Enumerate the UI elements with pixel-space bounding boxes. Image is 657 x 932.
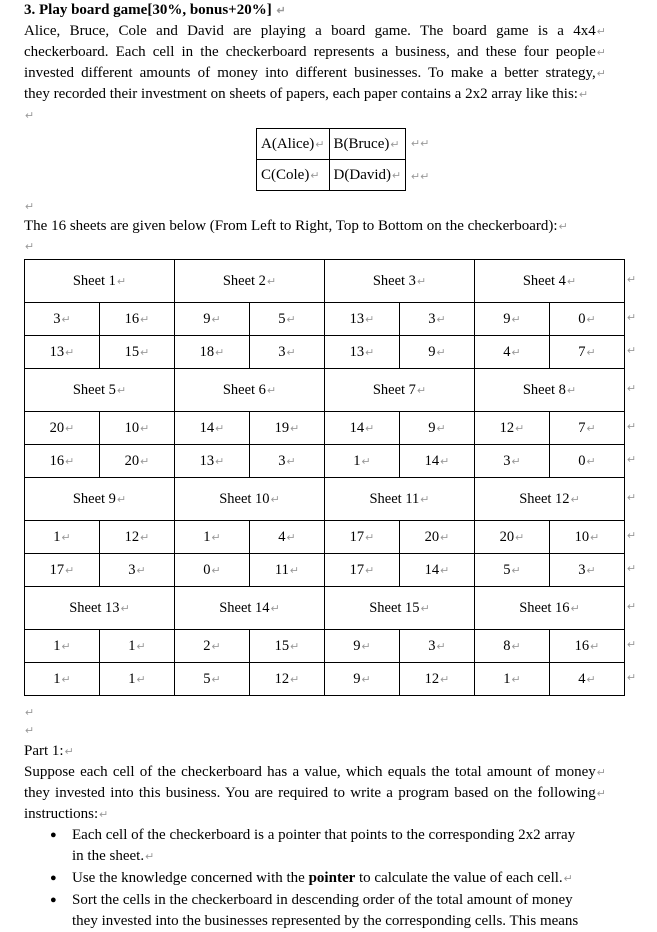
- sheet-value-cell: 10↵: [550, 521, 625, 554]
- sheet-value-cell: 9↵: [325, 630, 400, 663]
- question-heading: [24, 0, 606, 22]
- sheet-value-cell: 3↵: [25, 303, 100, 336]
- sheet-value-cell: 4↵: [250, 521, 325, 554]
- sheet-values-row: [25, 445, 625, 478]
- sheet-value-cell: 0↵: [550, 445, 625, 478]
- sheet-value-cell: 12↵: [100, 521, 175, 554]
- row-end-mark-icon: ↵: [627, 420, 637, 433]
- legend-cell: D(David)↵: [329, 160, 406, 191]
- sheet-value-cell: 9↵: [325, 663, 400, 696]
- sheet-value-cell: 19↵: [250, 412, 325, 445]
- sheet-value-cell: 17↵: [25, 554, 100, 587]
- sheet-value-cell: 1↵: [25, 630, 100, 663]
- sheet-value-cell: 15↵: [100, 336, 175, 369]
- empty-paragraph: ↵: [25, 201, 35, 213]
- row-end-mark-icon: ↵: [627, 529, 637, 542]
- sheet-value-cell: 16↵: [100, 303, 175, 336]
- sheet-label: Sheet 1↵: [25, 260, 175, 303]
- sheet-value-cell: 10↵: [100, 412, 175, 445]
- sheet-value-cell: 13↵: [25, 336, 100, 369]
- sheet-label: Sheet 10↵: [175, 478, 325, 521]
- sheet-label: Sheet 12↵: [475, 478, 625, 521]
- legend-cell: A(Alice)↵: [257, 129, 330, 160]
- sheet-label: Sheet 15↵: [325, 587, 475, 630]
- sheet-label-row: [25, 260, 625, 303]
- sheet-value-cell: 12↵: [400, 663, 475, 696]
- sheet-value-cell: 18↵: [175, 336, 250, 369]
- empty-paragraph: ↵: [25, 725, 35, 737]
- sheet-value-cell: 16↵: [550, 630, 625, 663]
- sheet-value-cell: 17↵: [325, 554, 400, 587]
- sheet-value-cell: 4↵: [475, 336, 550, 369]
- sheet-label: Sheet 8↵: [475, 369, 625, 412]
- empty-paragraph: ↵: [25, 241, 35, 253]
- sheet-value-cell: 14↵: [325, 412, 400, 445]
- paragraph-mark-icon: ↵: [25, 110, 35, 122]
- sheet-value-cell: 2↵: [175, 630, 250, 663]
- sheet-value-cell: 5↵: [175, 663, 250, 696]
- sheet-value-cell: 1↵: [100, 630, 175, 663]
- legend-cell: B(Bruce)↵: [329, 129, 406, 160]
- sheet-value-cell: 1↵: [25, 663, 100, 696]
- sheet-value-cell: 1↵: [100, 663, 175, 696]
- sheet-label-row: [25, 369, 625, 412]
- sheet-label: Sheet 7↵: [325, 369, 475, 412]
- sheet-value-cell: 13↵: [325, 336, 400, 369]
- sheet-value-cell: 9↵: [400, 412, 475, 445]
- sheets-table: [24, 259, 625, 696]
- heading-text: 3. Play board game[30%, bonus+20%]: [24, 2, 272, 18]
- instruction-list: [24, 825, 606, 932]
- sheet-value-cell: 7↵: [550, 412, 625, 445]
- sheet-value-cell: 0↵: [550, 303, 625, 336]
- sheet-values-row: [25, 336, 625, 369]
- sheet-value-cell: 7↵: [550, 336, 625, 369]
- sheet-value-cell: 5↵: [250, 303, 325, 336]
- sheet-value-cell: 14↵: [400, 554, 475, 587]
- sheet-values-row: [25, 521, 625, 554]
- sheet-label: Sheet 9↵: [25, 478, 175, 521]
- sheet-value-cell: 9↵: [400, 336, 475, 369]
- empty-paragraph: [24, 105, 606, 127]
- sheet-value-cell: 3↵: [100, 554, 175, 587]
- sheet-value-cell: 20↵: [400, 521, 475, 554]
- sheet-label: Sheet 11↵: [325, 478, 475, 521]
- part1-line: instructions: ↵: [24, 804, 606, 826]
- row-end-mark-icon: ↵: [627, 311, 637, 324]
- sheet-label: Sheet 3↵: [325, 260, 475, 303]
- sheet-value-cell: 11↵: [250, 554, 325, 587]
- sheet-value-cell: 17↵: [325, 521, 400, 554]
- sheet-value-cell: 3↵: [475, 445, 550, 478]
- sheet-value-cell: 14↵: [175, 412, 250, 445]
- list-item: ● Each cell of the checkerboard is a pointer that points to the corresponding 2x2 array in the sheet. ↵: [24, 825, 606, 868]
- sheet-value-cell: 9↵: [475, 303, 550, 336]
- sheet-value-cell: 15↵: [250, 630, 325, 663]
- sheet-value-cell: 13↵: [175, 445, 250, 478]
- row-end-mark-icon: ↵: [627, 273, 637, 286]
- sheet-value-cell: 3↵: [250, 336, 325, 369]
- sheet-values-row: [25, 412, 625, 445]
- sheet-label: Sheet 13↵: [25, 587, 175, 630]
- sheet-values-row: [25, 303, 625, 336]
- sheet-value-cell: 3↵: [550, 554, 625, 587]
- legend-cell: C(Cole)↵: [257, 160, 330, 191]
- sheet-value-cell: 9↵: [175, 303, 250, 336]
- empty-paragraph: ↵: [25, 707, 35, 719]
- intro-line: invested different amounts of money into different businesses. To make a better strategy, ↵: [24, 63, 606, 85]
- sheet-value-cell: 20↵: [100, 445, 175, 478]
- sheet-label: Sheet 2↵: [175, 260, 325, 303]
- sheet-value-cell: 3↵: [400, 630, 475, 663]
- row-end-mark-icon: ↵: [627, 491, 637, 504]
- row-end-mark-icon: ↵↵: [411, 171, 430, 183]
- sheet-value-cell: 5↵: [475, 554, 550, 587]
- row-end-mark-icon: ↵↵: [411, 138, 430, 150]
- sheet-label: Sheet 14↵: [175, 587, 325, 630]
- row-end-mark-icon: ↵: [627, 562, 637, 575]
- intro-line: checkerboard. Each cell in the checkerboard represents a business, and these four people ↵: [24, 42, 606, 64]
- sheets-caption: The 16 sheets are given below (From Left to Right, Top to Bottom on the checkerboard): ↵: [24, 216, 606, 238]
- sheet-value-cell: 20↵: [25, 412, 100, 445]
- intro-line: Alice, Bruce, Cole and David are playing a board game. The board game is a 4x4 ↵: [24, 21, 606, 43]
- part1-line: they invested into this business. You are required to write a program based on the following ↵: [24, 783, 606, 805]
- intro-line: they recorded their investment on sheets of papers, each paper contains a 2x2 array like this: ↵: [24, 84, 606, 106]
- list-item: ● Use the knowledge concerned with the pointer to calculate the value of each cell. ↵: [24, 868, 606, 890]
- sheet-values-row: [25, 663, 625, 696]
- sheet-value-cell: 13↵: [325, 303, 400, 336]
- sheet-label-row: [25, 587, 625, 630]
- sheet-values-row: [25, 554, 625, 587]
- row-end-mark-icon: ↵: [627, 671, 637, 684]
- sheet-value-cell: 12↵: [475, 412, 550, 445]
- sheet-label-row: [25, 478, 625, 521]
- sheet-value-cell: 1↵: [25, 521, 100, 554]
- paragraph-mark-icon: ↵: [276, 5, 286, 17]
- row-end-mark-icon: ↵: [627, 382, 637, 395]
- sheet-value-cell: 8↵: [475, 630, 550, 663]
- sheet-label: Sheet 5↵: [25, 369, 175, 412]
- sheet-value-cell: 4↵: [550, 663, 625, 696]
- sheet-value-cell: 16↵: [25, 445, 100, 478]
- part1-line: Suppose each cell of the checkerboard has a value, which equals the total amount of money ↵: [24, 762, 606, 784]
- sheet-label: Sheet 16↵: [475, 587, 625, 630]
- legend-table: [256, 128, 406, 191]
- sheet-label: Sheet 6↵: [175, 369, 325, 412]
- sheet-value-cell: 1↵: [475, 663, 550, 696]
- row-end-mark-icon: ↵: [627, 453, 637, 466]
- row-end-mark-icon: ↵: [627, 600, 637, 613]
- part1-title: Part 1: ↵: [24, 741, 606, 763]
- sheet-value-cell: 14↵: [400, 445, 475, 478]
- sheet-label: Sheet 4↵: [475, 260, 625, 303]
- sheet-value-cell: 0↵: [175, 554, 250, 587]
- sheet-value-cell: 3↵: [250, 445, 325, 478]
- row-end-mark-icon: ↵: [627, 344, 637, 357]
- list-item: ● Sort the cells in the checkerboard in descending order of the total amount of money they invested into the businesses represented by the corresponding cells. This means: [24, 890, 606, 932]
- sheet-value-cell: 12↵: [250, 663, 325, 696]
- row-end-mark-icon: ↵: [627, 638, 637, 651]
- sheet-value-cell: 3↵: [400, 303, 475, 336]
- sheet-values-row: [25, 630, 625, 663]
- sheet-value-cell: 1↵: [175, 521, 250, 554]
- sheet-value-cell: 1↵: [325, 445, 400, 478]
- sheet-value-cell: 20↵: [475, 521, 550, 554]
